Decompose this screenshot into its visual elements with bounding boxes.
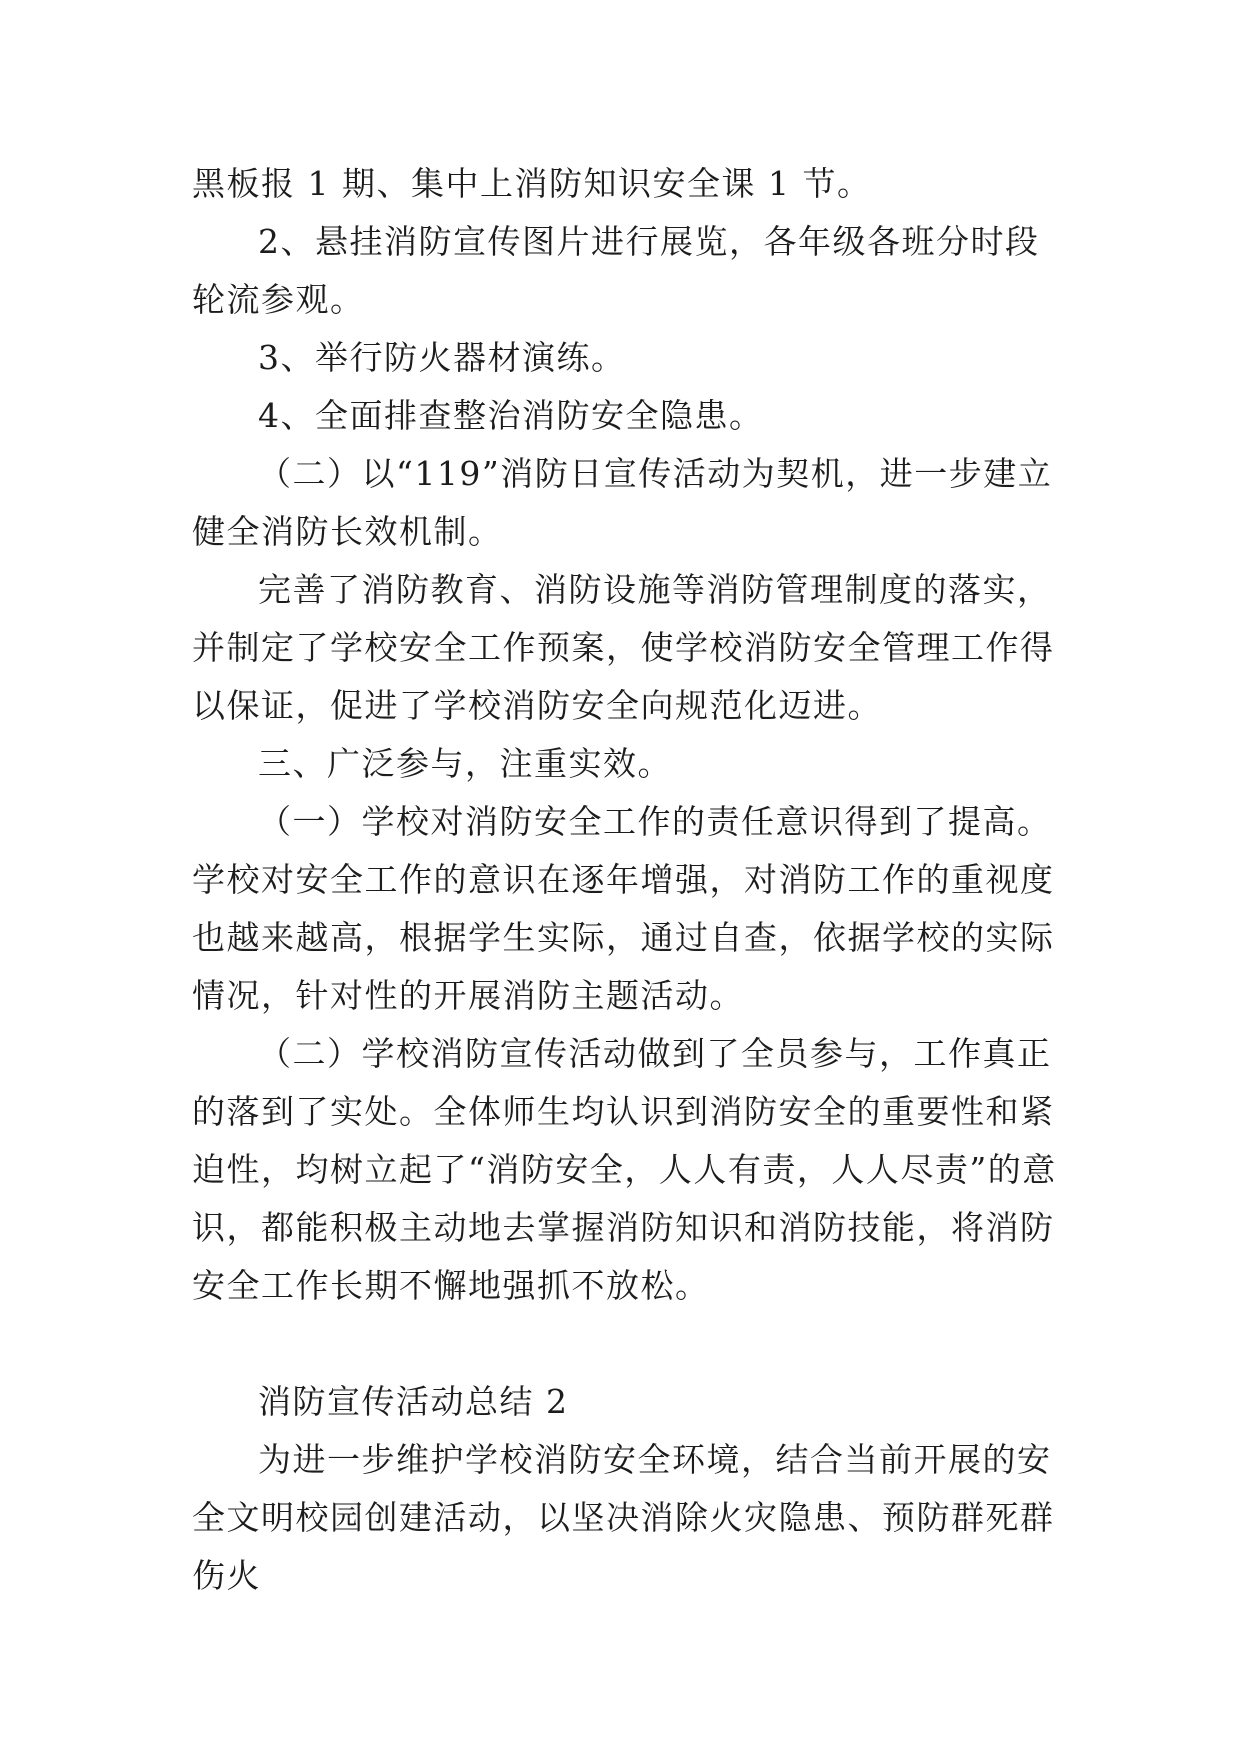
paragraph: 黑板报 1 期、集中上消防知识安全课 1 节。 — [192, 164, 872, 203]
paragraph: 为进一步维护学校消防安全环境，结合当前开展的安全文明校园创建活动，以坚决消除火灾隐患、预防群死群伤火 — [192, 1440, 1055, 1595]
document-body — [192, 155, 1062, 1605]
list-item: 3、举行防火器材演练。 — [258, 338, 626, 377]
spacer — [192, 1315, 1062, 1373]
list-item: 2、悬挂消防宣传图片进行展览，各年级各班分时段轮流参观。 — [192, 222, 1040, 319]
list-item: 4、全面排查整治消防安全隐患。 — [258, 396, 764, 435]
subheading: （二）以“119”消防日宣传活动为契机，进一步建立健全消防长效机制。 — [192, 454, 1053, 551]
paragraph: （二）学校消防宣传活动做到了全员参与，工作真正的落到了实处。全体师生均认识到消防安全的重要性和紧迫性，均树立起了“消防安全，人人有责，人人尽责”的意识，都能积极主动地去掌握消防知识和消防技能，将消防安全工作长期不懈地强抓不放松。 — [192, 1034, 1057, 1305]
section-heading: 三、广泛参与，注重实效。 — [258, 744, 672, 783]
paragraph: 完善了消防教育、消防设施等消防管理制度的落实，并制定了学校安全工作预案，使学校消防安全管理工作得以保证，促进了学校消防安全向规范化迈进。 — [192, 570, 1055, 725]
document-title: 消防宣传活动总结 2 — [258, 1382, 569, 1421]
paragraph: （一）学校对消防安全工作的责任意识得到了提高。学校对安全工作的意识在逐年增强，对消防工作的重视度也越来越高，根据学生实际，通过自查，依据学校的实际情况，针对性的开展消防主题活动。 — [192, 802, 1055, 1015]
